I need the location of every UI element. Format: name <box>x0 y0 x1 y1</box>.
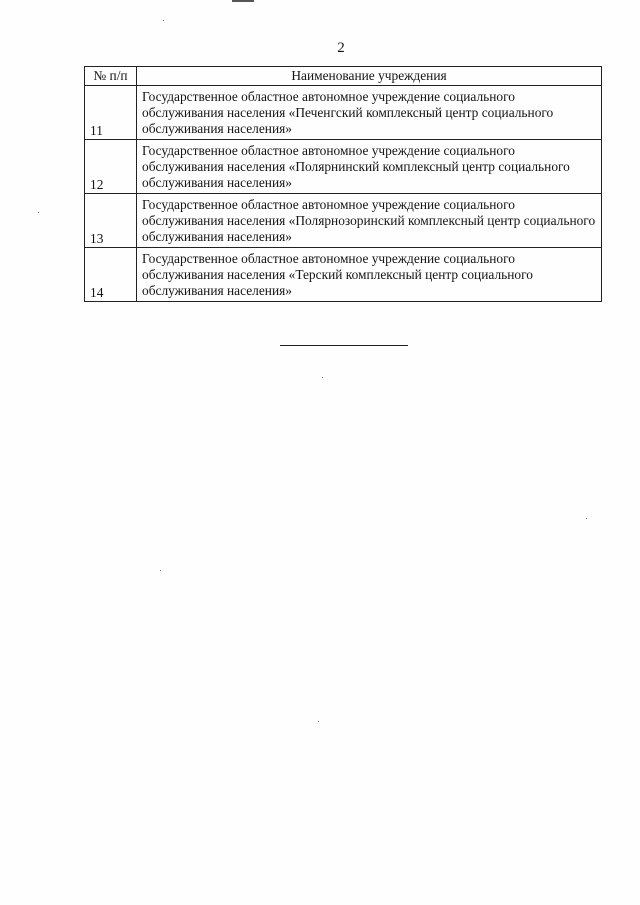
scan-speck <box>38 212 39 213</box>
scan-speck <box>586 518 587 519</box>
page-number: 2 <box>337 40 345 56</box>
table-row <box>85 248 602 302</box>
table-row <box>85 194 602 248</box>
scan-speck <box>163 20 164 21</box>
row-number: 13 <box>85 194 137 248</box>
scan-speck <box>322 377 323 378</box>
institution-name: Государственное областное автономное учреждение социального обслуживания населения «Терский комплексный центр социального обслуживания населения» <box>137 248 602 302</box>
table-row <box>85 140 602 194</box>
header-number: № п/п <box>85 67 137 86</box>
institution-name: Государственное областное автономное учреждение социального обслуживания населения «Печенгский комплексный центр социального обслуживания населения» <box>137 86 602 140</box>
top-scan-mark <box>232 0 254 2</box>
scan-speck <box>160 570 161 571</box>
institution-name: Государственное областное автономное учреждение социального обслуживания населения «Полярнинский комплексный центр социального обслуживания населения» <box>137 140 602 194</box>
row-number: 12 <box>85 140 137 194</box>
institutions-table <box>84 66 602 302</box>
row-number: 11 <box>85 86 137 140</box>
institution-name: Государственное областное автономное учреждение социального обслуживания населения «Полярнозоринский комплексный центр социального обслуживания населения» <box>137 194 602 248</box>
table-header-row <box>85 67 602 86</box>
end-of-list-rule <box>280 345 408 346</box>
row-number: 14 <box>85 248 137 302</box>
scan-speck <box>318 721 319 722</box>
table-row <box>85 86 602 140</box>
header-name: Наименование учреждения <box>137 67 602 86</box>
